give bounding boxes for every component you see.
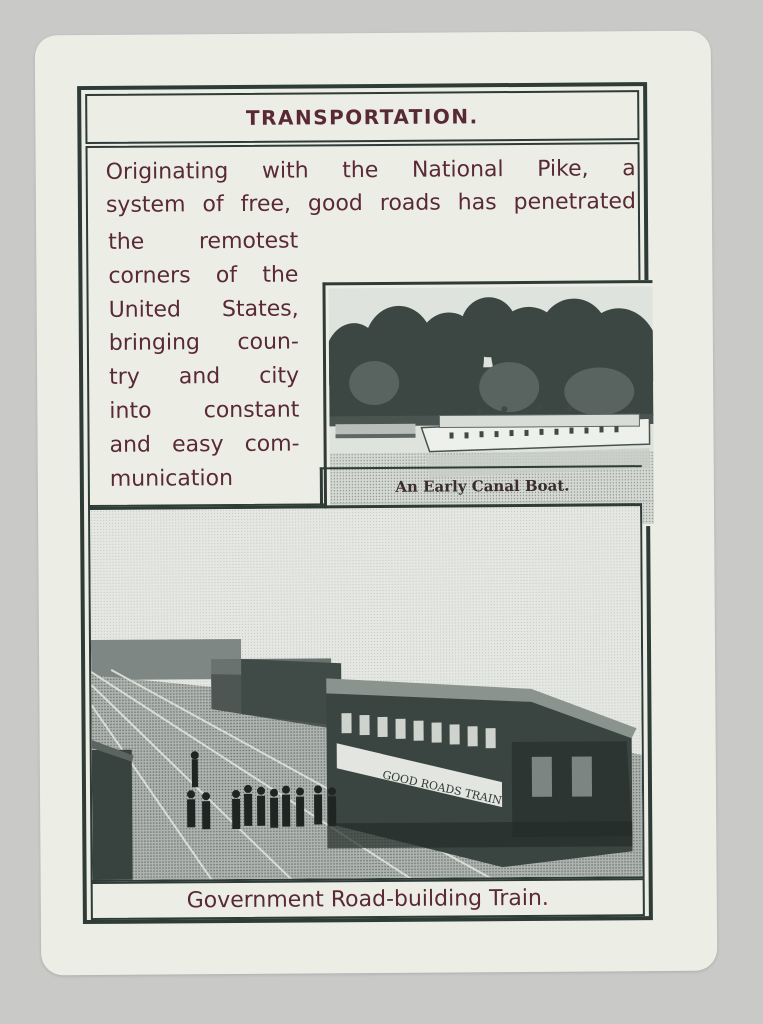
train-photo — [88, 503, 645, 882]
text-section — [86, 142, 643, 507]
canal-caption-box — [320, 465, 642, 505]
body-line: corners of the — [108, 262, 299, 289]
canal-caption: An Early Canal Boat. — [395, 476, 570, 496]
body-line: bringing coun- — [108, 329, 299, 357]
train-caption: Government Road-building Train. — [186, 885, 549, 913]
title-box — [85, 90, 639, 144]
body-line: try and city — [109, 363, 300, 391]
lead-line: Originating with the National Pike, a — [105, 156, 636, 185]
body-line: and easy com- — [109, 431, 300, 458]
train-banner-text: GOOD ROADS TRAIN — [381, 768, 503, 808]
road-building-train-image — [90, 506, 645, 882]
card-frame — [77, 82, 653, 924]
lead-paragraph — [106, 152, 636, 222]
body-line: the remotest — [108, 228, 299, 255]
body-paragraph — [108, 225, 300, 497]
card-title: TRANSPORTATION. — [245, 104, 479, 130]
body-line: United States, — [108, 296, 299, 323]
playing-card — [35, 31, 718, 976]
body-line: munication — [109, 465, 234, 492]
train-caption-box — [91, 878, 645, 920]
body-line: into constant — [109, 397, 300, 424]
lead-line: system of free, good roads has penetrated — [105, 189, 636, 218]
